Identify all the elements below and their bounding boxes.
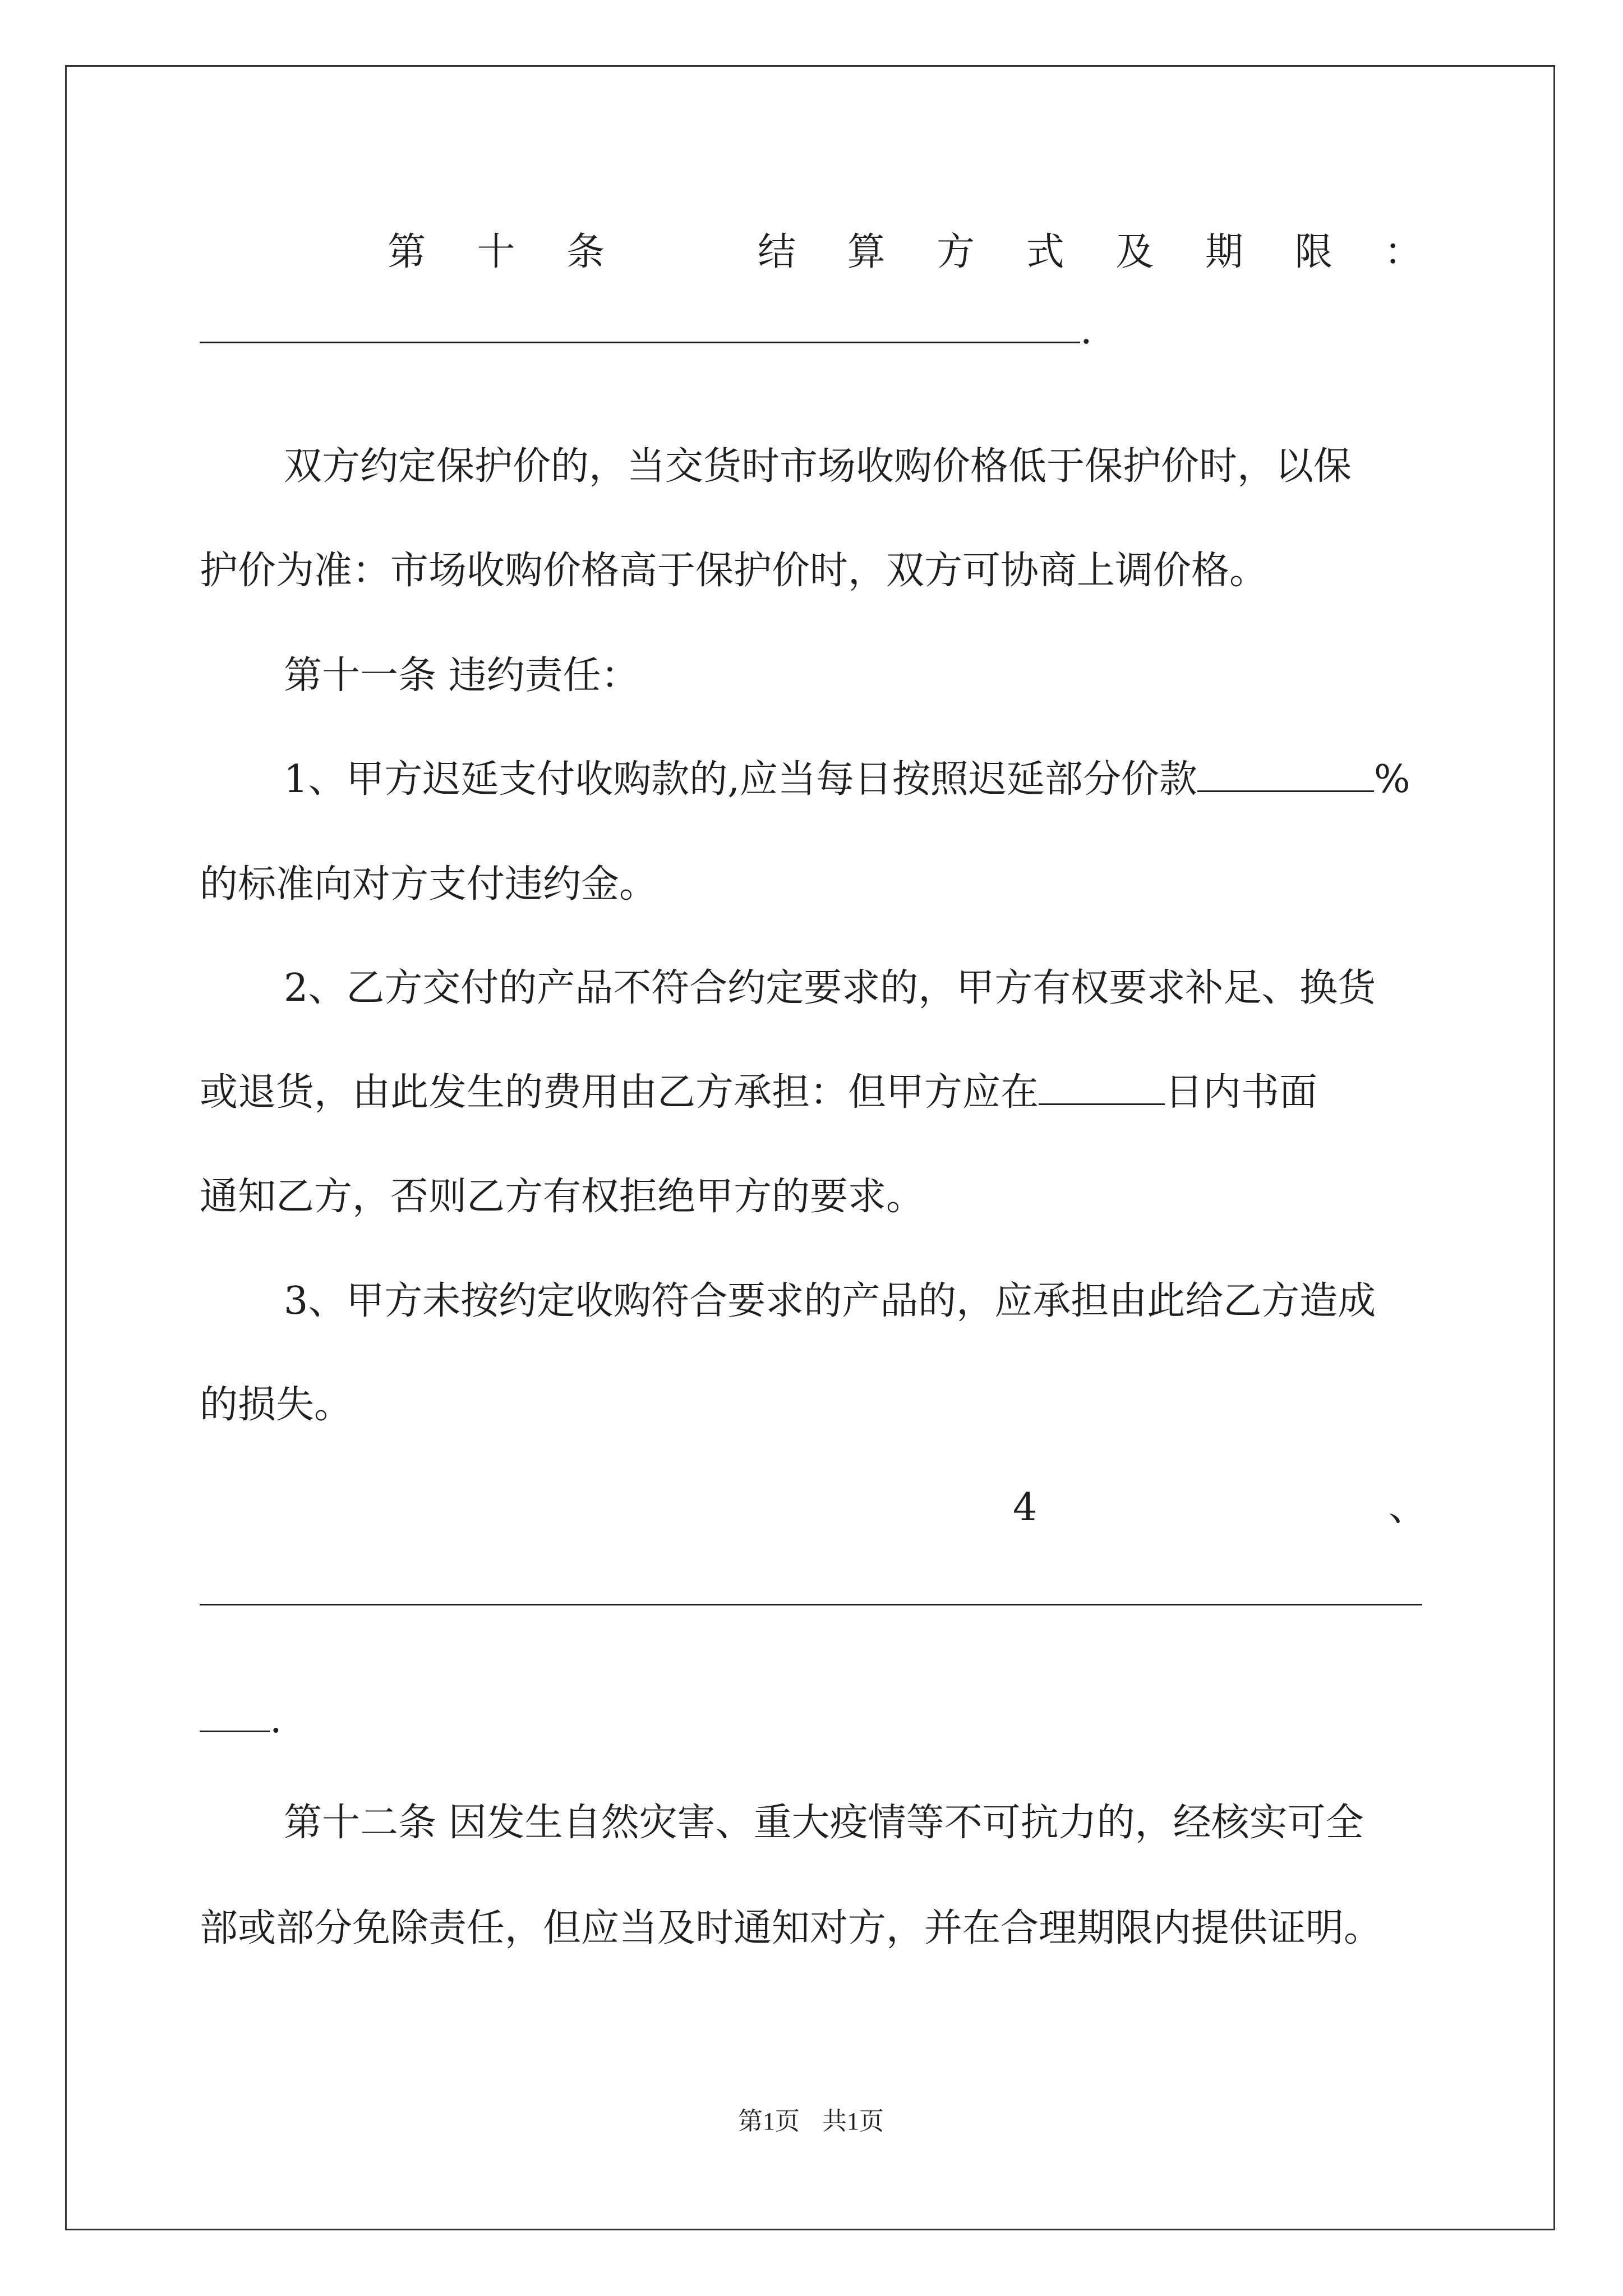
heading-char: 期 xyxy=(1205,230,1243,274)
clause-2-line xyxy=(200,1065,1422,1121)
fill-in-blank[interactable] xyxy=(200,1698,270,1732)
clause-4-blank-line xyxy=(200,1692,1422,1748)
article-12-line: 部或部分免除责任，但应当及时通知对方，并在合理期限内提供证明。 xyxy=(200,1906,1382,1950)
blank-tail: . xyxy=(1080,309,1092,353)
clause-text: 或退货，由此发生的费用由乙方承担：但甲方应在 xyxy=(200,1070,1039,1115)
percent-sign: % xyxy=(1373,757,1410,802)
clause-text: 1、甲方迟延支付收购款的,应当每日按照迟延部分价款 xyxy=(284,757,1197,802)
heading-char: 结 xyxy=(758,230,796,274)
blank-tail: . xyxy=(270,1697,282,1742)
heading-char: 十 xyxy=(477,230,515,274)
paragraph-line: 双方约定保护价的，当交货时市场收购价格低于保护价时，以保 xyxy=(284,444,1352,489)
clause-separator: 、 xyxy=(1389,1485,1427,1530)
page-footer xyxy=(200,2101,1422,2137)
heading-char: 算 xyxy=(847,230,886,274)
clause-1-line xyxy=(200,752,1422,808)
page-number: 第1页 xyxy=(738,2108,800,2135)
fill-in-blank[interactable] xyxy=(200,1571,1422,1605)
days-blank[interactable] xyxy=(1039,1071,1165,1105)
clause-3-line: 3、甲方未按约定收购符合要求的产品的，应承担由此给乙方造成 xyxy=(284,1279,1376,1323)
clause-2-line: 通知乙方，否则乙方有权拒绝甲方的要求。 xyxy=(200,1175,925,1219)
heading-char: ： xyxy=(1384,230,1422,274)
heading-char: 方 xyxy=(937,230,975,274)
paragraph-line: 护价为准：市场收购价格高于保护价时，双方可协商上调价格。 xyxy=(200,549,1268,593)
heading-gap xyxy=(656,224,707,280)
clause-4-blank-line xyxy=(200,1565,1422,1621)
page-total: 共1页 xyxy=(822,2108,884,2135)
heading-char: 式 xyxy=(1026,230,1064,274)
clause-number: 4 xyxy=(1013,1485,1038,1530)
article-11-heading: 第十一条 违约责任： xyxy=(284,654,639,698)
clause-1-line: 的标准向对方支付违约金。 xyxy=(200,862,658,907)
article-12-line: 第十二条 因发生自然灾害、重大疫情等不可抗力的，经核实可全 xyxy=(284,1801,1364,1845)
document-page xyxy=(200,0,1427,2296)
clause-3-line: 的损失。 xyxy=(200,1383,353,1427)
heading-char: 第 xyxy=(388,230,426,274)
clause-text: 日内书面 xyxy=(1165,1070,1318,1115)
heading-char: 及 xyxy=(1115,230,1154,274)
heading-char: 条 xyxy=(566,230,605,274)
article-10-heading xyxy=(200,224,1422,280)
fill-in-blank[interactable] xyxy=(200,309,1080,343)
clause-2-line: 2、乙方交付的产品不符合约定要求的，甲方有权要求补足、换货 xyxy=(284,966,1376,1010)
percent-blank[interactable] xyxy=(1197,758,1374,792)
article-10-blank-line xyxy=(200,303,1422,359)
heading-char: 限 xyxy=(1294,230,1333,274)
